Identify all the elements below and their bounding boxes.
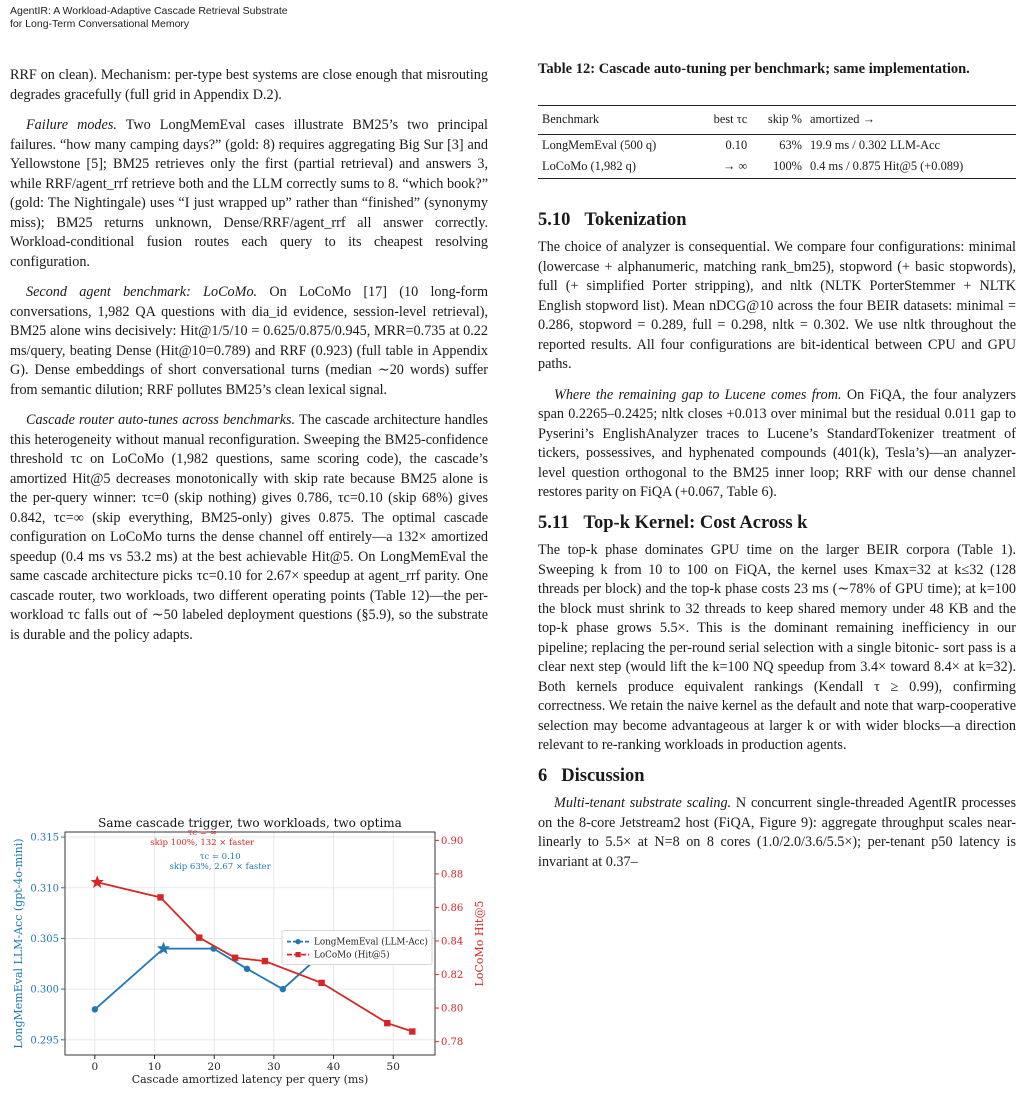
lucene-gap-title: Where the remaining gap to Lucene comes from. [554,386,842,403]
multitenant-text: N concurrent single-threaded AgentIR processes on the 8-core Jetstream2 host (FiQA, Figure 9): aggregate throughput scales near-linearly to 5.5× at N=8 on 8 cores (1.0/2.0/3.6/5.5×); per-tenant p50 latency is invariant at 0.37– [538,795,1016,870]
annotation-text: skip 100%, 132 × faster [150,838,255,848]
data-point-locomo [157,894,163,900]
y-left-tick-label: 0.295 [30,1035,59,1047]
paragraph-lucene-gap [538,386,1016,503]
failure-modes-title: Failure modes. [26,117,117,133]
table-row [538,134,1016,156]
y-left-tick-label: 0.310 [30,883,59,895]
optimum-star [91,875,104,888]
y-right-axis-label: LoCoMo Hit@5 [473,900,486,987]
table-cell: 100% [751,156,806,178]
chart-title: Same cascade trigger, two workloads, two optima [98,816,402,830]
annotation-text: τc = 0.10 [199,852,241,862]
data-point-locomo [262,958,268,964]
locomo-text: On LoCoMo [17] (10 long-form conversations, 1,982 QA questions with dia_id evidence, session-level retrieval), BM25 alone wins decisively: Hit@1/5/10 = 0.625/0.875/0.945, MRR=0.735 at 0.22 ms/query, beating Dense (Hit@10=0.789) and RRF (0.923) (full table in Appendix G). Dense embeddings of short conversational turns (median ∼20 words) suffer from semantic dilution; RRF pollutes BM25’s clean lexical signal. [10,284,488,398]
table-cell: 19.9 ms / 0.302 LLM-Acc [809,137,941,152]
header-line-2: for Long-Term Conversational Memory [10,18,190,30]
running-header [10,5,288,31]
data-point-longmemeval [244,966,250,972]
data-point-locomo [318,980,324,986]
legend-marker [296,952,301,957]
cascade-router-title: Cascade router auto-tunes across benchmarks. [26,412,296,428]
table-cell: LongMemEval (500 q) [542,137,657,152]
section-heading-discussion [538,767,1016,787]
section-number: 5.10 [538,209,571,230]
y-left-tick-label: 0.315 [30,832,59,844]
header-benchmark: Benchmark [538,106,697,135]
legend-label: LongMemEval (LLM-Acc) [314,937,428,948]
cascade-router-text: The cascade architecture handles this heterogeneity without manual reconfiguration. Sweeping the BM25-confidence threshold τc on LoCoMo (1,982 questions, same scoring code), the cascade’s amortized Hit@5 decreases monotonically with skip rate because BM25 alone is the per-query winner: τc=0 (skip nothing) gives 0.786, τc=0.10 (skip 68%) gives 0.842, τc=∞ (skip everything, BM25-only) gives 0.875. The optimal cascade configuration on LoCoMo turns the dense channel off entirely—a 132× amortized speedup (0.4 ms vs 53.2 ms) at the best achievable Hit@5. On LongMemEval the same cascade architecture picks τc=0.10 for 2.67× speedup at agent_rrf parity. One cascade router, two workloads, two different operating points (Table 12)—the per-workload τc falls out of ∼50 labeled deployment questions (§5.9), so the substrate is durable and the policy adapts. [10,412,488,643]
section-number: 6 [538,765,548,786]
x-tick-label: 0 [91,1061,99,1073]
data-point-longmemeval [280,986,286,992]
paragraph-locomo [10,283,488,400]
paragraph-failure-modes [10,116,488,272]
section-title: Tokenization [584,209,687,230]
data-point-locomo [384,1020,390,1026]
legend-label: LoCoMo (Hit@5) [314,950,390,961]
lucene-gap-text: On FiQA, the four analyzers span 0.2265–0.2425; nltk closes +0.013 over minimal but the residual 0.011 gap to Pyserini’s EnglishAnalyzer traces to Lucene’s StandardTokenizer treatment of tickers, possessives, and hyphenated compounds (401(k), Tesla’s)—an analyzer-level question orthogonal to the BM25 inner loop; RRF with our dense channel restores parity on FiQA (+0.067, Table 6). [538,386,1016,500]
header-skip: skip % [751,106,806,135]
section-number: 5.11 [538,512,570,533]
section-heading-topk [538,514,1016,534]
header-best-tau: best τc [697,106,751,135]
paragraph-topk: The top-k phase dominates GPU time on the larger BEIR corpora (Table 1). Sweeping k from 10 to 100 on FiQA, the kernel uses Kmax=32 at k≤32 (128 threads per block) and the top-k phase costs 23 ms (∼78% of GPU time); at k=100 the block must shrink to 32 threads to keep shared memory under 48 KB and the top-k phase grows 5.5×. This is the dominant remaining inefficiency in our pipeline; replacing the per-round serial selection with a single bitonic- sort pass is a clear next step (would lift the k=100 NQ speedup from 3.4× toward 8.4× at k=32). Both kernels produce equivalent rankings (Kendall τ ≥ 0.99), confirming correctness. We retain the naive kernel as the default and note that warp-cooperative selection may become advantageous at larger k or with wider blocks—a direction relevant to re-ranking workloads in production agents. [538,542,1016,753]
header-line-1: AgentIR: A Workload-Adaptive Cascade Retrieval Substrate [10,5,288,17]
y-right-tick-label: 0.82 [441,970,464,982]
data-point-longmemeval [92,1006,98,1012]
x-axis-label: Cascade amortized latency per query (ms) [131,1073,369,1086]
multitenant-title: Multi-tenant substrate scaling. [554,795,732,811]
left-column [10,66,488,656]
failure-modes-text: Two LongMemEval cases illustrate BM25’s two principal failures. “how many camping days?” (gold: 8) requires aggregating Big Sur [3] and Yellowstone [5]; BM25 retrieves only the first (partial retrieval) and answers 3, while RRF/agent_rrf retrieve both and the LLM correctly sums to 8. “which book?” (gold: The Nightingale) uses “I just wrapped up” rather than “finished” (synonymy miss); BM25 returns unknown, Dense/RRF/agent_rrf all answer correctly. Workload-conditional fusion routes each query to its cheapest resolving configuration. [10,117,488,270]
paragraph-multitenant [538,794,1016,872]
section-heading-tokenization [538,211,1016,231]
paragraph-cascade-router [10,411,488,645]
cascade-chart [0,810,500,1095]
table-cell: 63% [779,137,802,152]
table-caption: Table 12: Cascade auto-tuning per benchmark; same implementation. [538,61,970,77]
table-cell: → ∞ [697,156,751,178]
x-tick-label: 50 [386,1061,400,1073]
cascade-figure [0,810,500,1095]
data-point-locomo [196,934,202,940]
section-title: Top-k Kernel: Cost Across k [583,512,808,533]
y-right-tick-label: 0.86 [441,902,464,914]
cascade-table [538,105,1016,179]
y-right-tick-label: 0.84 [441,936,464,948]
x-tick-label: 30 [267,1061,281,1073]
y-left-tick-label: 0.300 [30,984,59,996]
section-title: Discussion [561,765,645,786]
legend-marker [295,939,300,944]
y-right-tick-label: 0.88 [441,869,464,881]
y-right-tick-label: 0.78 [441,1037,464,1049]
paragraph-tokenization: The choice of analyzer is consequential. We compare four configurations: minimal (lowercase + alphanumeric, matching rank_bm25), stopword (+ basic stopwords), full (+ simplified Porter stripping), and nltk (NLTK PorterStemmer + NLTK English stopword list). Mean nDCG@10 across the four BEIR datasets: minimal = 0.286, stopword = 0.289, full = 0.298, nltk = 0.302. We use nltk throughout the reported results. All four configurations are bit-identical between CPU and GPU paths. [538,239,1016,372]
y-left-axis-label: LongMemEval LLM-Acc (gpt-4o-mini) [12,838,25,1049]
x-tick-label: 10 [147,1061,162,1073]
data-point-locomo [409,1028,415,1034]
paragraph-mechanism: RRF on clean). Mechanism: per-type best systems are close enough that misrouting degrades gracefully (full grid in Appendix D.2). [10,67,488,103]
y-right-tick-label: 0.80 [441,1003,464,1015]
annotation-text: skip 63%, 2.67 × faster [169,862,271,872]
right-column [538,60,1016,883]
table-cell: 0.4 ms / 0.875 Hit@5 (+0.089) [806,156,1016,178]
table-cell: 0.10 [725,137,748,152]
annotation-text: τc = ∞ [187,828,217,838]
x-tick-label: 40 [326,1061,341,1073]
locomo-title: Second agent benchmark: LoCoMo. [26,284,258,300]
x-tick-label: 20 [207,1061,221,1073]
table-cell: LoCoMo (1,982 q) [538,156,697,178]
header-amortized: amortized → [806,106,1016,135]
data-point-locomo [232,955,238,961]
y-left-tick-label: 0.305 [30,933,59,945]
table-header-row [538,106,1016,135]
table-row [538,156,1016,178]
y-right-tick-label: 0.90 [441,835,464,847]
